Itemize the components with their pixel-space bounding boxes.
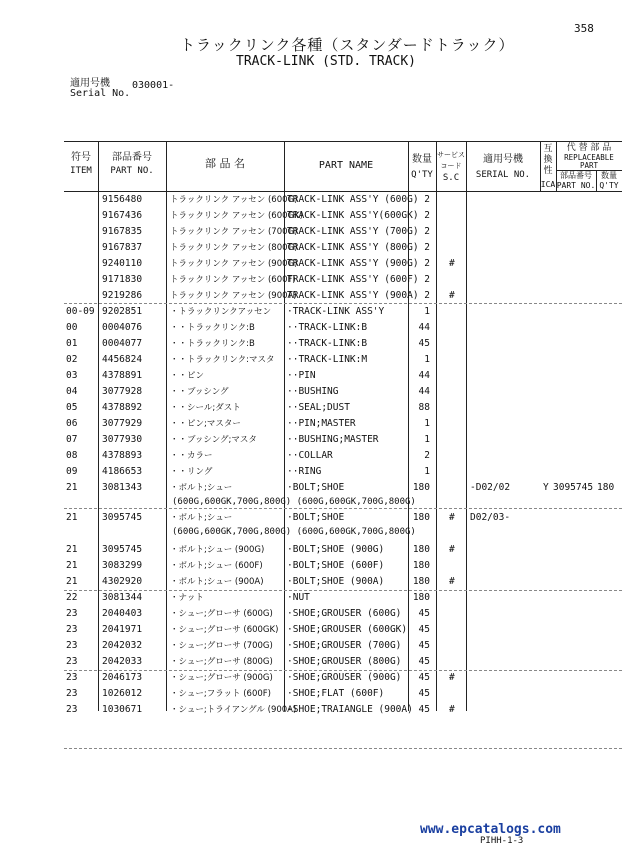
cell-item: 21 <box>66 576 78 587</box>
cell-qty: 180 <box>412 512 430 523</box>
cell-name-jp: ・シュー;フラット (600F) <box>170 689 271 699</box>
cell-name-en: TRACK-LINK ASS'Y (900A) <box>287 290 419 301</box>
cell-qty: 2 <box>424 226 430 237</box>
table-top-rule <box>64 141 622 142</box>
header-repl-qty-jp: 数量 <box>601 171 617 180</box>
cell-part-no: 3095745 <box>102 512 143 523</box>
cell-name-continuation: (600G,600GK,700G,800G) (600G,600GK,700G,800G) <box>172 527 416 537</box>
cell-name-jp: ・・ブッシング;マスタ <box>170 435 257 445</box>
cell-qty: 2 <box>424 274 430 285</box>
cell-name-en: TRACK-LINK ASS'Y (900G) <box>287 258 419 269</box>
cell-name-en: ·BOLT;SHOE <box>287 512 345 523</box>
cell-name-en: ··PIN <box>287 370 316 381</box>
cell-qty: 2 <box>424 290 430 301</box>
cell-name-en: TRACK-LINK ASS'Y (800G) <box>287 242 419 253</box>
cell-qty: 45 <box>418 688 430 699</box>
cell-item: 00-09 <box>66 306 95 317</box>
cell-name-en: TRACK-LINK ASS'Y (600G) <box>287 194 419 205</box>
cell-qty: 45 <box>418 672 430 683</box>
cell-item: 23 <box>66 624 78 635</box>
cell-qty: 180 <box>412 560 430 571</box>
cell-part-no: 9156480 <box>102 194 143 205</box>
cell-qty: 45 <box>418 338 430 349</box>
body-rule-partno-left <box>98 191 99 711</box>
cell-name-en: ··COLLAR <box>287 450 333 461</box>
cell-name-jp: ・ボルト;シュー <box>170 483 233 493</box>
cell-part-no: 9171830 <box>102 274 143 285</box>
cell-sc: # <box>449 704 455 715</box>
cell-part-no: 2042032 <box>102 640 143 651</box>
header-partname-en: PART NAME <box>318 160 374 171</box>
cell-qty: 44 <box>418 322 430 333</box>
cell-sc: # <box>449 258 455 269</box>
cell-item: 07 <box>66 434 78 445</box>
cell-item: 21 <box>66 560 78 571</box>
cell-qty: 45 <box>418 656 430 667</box>
cell-part-no: 4302920 <box>102 576 143 587</box>
cell-item: 08 <box>66 450 78 461</box>
cell-ica: Y <box>543 482 549 493</box>
cell-item: 23 <box>66 608 78 619</box>
cell-item: 02 <box>66 354 78 365</box>
cell-name-en: TRACK-LINK ASS'Y (600F) <box>287 274 419 285</box>
cell-item: 03 <box>66 370 78 381</box>
cell-part-no: 1030671 <box>102 704 143 715</box>
cell-name-jp: ・・ブッシング <box>170 387 229 397</box>
header-ica-jp2: 換 <box>543 155 553 165</box>
cell-name-jp: ・ボルト;シュー (600F) <box>170 561 263 571</box>
cell-name-en: ··BUSHING;MASTER <box>287 434 379 445</box>
cell-qty: 2 <box>424 194 430 205</box>
cell-part-no: 4186653 <box>102 466 143 477</box>
header-repl-partno-en: PART NO. <box>556 181 596 190</box>
cell-item: 05 <box>66 402 78 413</box>
cell-name-jp: ・・ピン <box>170 371 205 381</box>
cell-part-no: 4378892 <box>102 402 143 413</box>
cell-part-no: 3095745 <box>102 544 143 555</box>
cell-qty: 45 <box>418 608 430 619</box>
cell-sc: # <box>449 290 455 301</box>
body-rule-name-left <box>166 191 167 711</box>
cell-name-en: ··TRACK-LINK:B <box>287 338 368 349</box>
cell-name-jp: ・ナット <box>170 593 204 603</box>
cell-name-jp: ・シュー;グローサ (700G) <box>170 641 273 651</box>
cell-qty: 1 <box>424 418 430 429</box>
cell-qty: 88 <box>418 402 430 413</box>
header-serial-en: SERIAL NO. <box>475 170 531 180</box>
header-sc-jp1: サービス <box>437 151 465 159</box>
cell-name-jp: ・・シール;ダスト <box>170 403 241 413</box>
cell-name-en: ··SEAL;DUST <box>287 402 350 413</box>
cell-qty: 1 <box>424 306 430 317</box>
cell-part-no: 9240110 <box>102 258 143 269</box>
cell-name-jp: ・シュー;グローサ (900G) <box>170 673 273 683</box>
header-replaceable-jp: 代 替 部 品 <box>566 143 612 153</box>
cell-part-no: 4456824 <box>102 354 143 365</box>
cell-item: 21 <box>66 544 78 555</box>
cell-item: 23 <box>66 656 78 667</box>
cell-name-jp: ・ボルト;シュー (900G) <box>170 545 265 555</box>
cell-qty: 45 <box>418 624 430 635</box>
cell-name-en: ··PIN;MASTER <box>287 418 356 429</box>
cell-part-no: 2046173 <box>102 672 143 683</box>
cell-part-no: 0004077 <box>102 338 143 349</box>
cell-part-no: 3077929 <box>102 418 143 429</box>
group-divider-1 <box>64 303 622 304</box>
cell-item: 23 <box>66 672 78 683</box>
cell-name-jp: ・ボルト;シュー (900A) <box>170 577 264 587</box>
cell-name-jp: ・・トラックリンク:B <box>170 323 255 333</box>
header-name-jp: 部 品 名 <box>205 157 245 170</box>
cell-part-no: 2041971 <box>102 624 143 635</box>
serial-label-en: Serial No. <box>70 88 131 99</box>
title-jp: トラックリンク各種（スタンダードトラック） <box>180 36 515 54</box>
cell-name-en: ·SHOE;FLAT (600F) <box>287 688 385 699</box>
title-en: TRACK-LINK (STD. TRACK) <box>236 54 417 69</box>
cell-name-jp: ・・トラックリンク:マスタ <box>170 355 275 365</box>
cell-name-en: TRACK-LINK ASS'Y(600GK) <box>287 210 419 221</box>
cell-name-jp: ・シュー;トライアングル (900A) <box>170 705 297 715</box>
page-number: 358 <box>574 22 594 35</box>
cell-part-no: 2040403 <box>102 608 143 619</box>
cell-item: 21 <box>66 482 78 493</box>
cell-item: 09 <box>66 466 78 477</box>
cell-qty: 180 <box>412 544 430 555</box>
cell-item: 22 <box>66 592 78 603</box>
group-divider-5 <box>64 748 622 749</box>
cell-name-en: ·BOLT;SHOE (900G) <box>287 544 385 555</box>
cell-name-jp: トラックリンク アッセン (700G) <box>170 227 298 237</box>
cell-name-jp: ・・リング <box>170 467 213 477</box>
header-item-jp: 符号 <box>71 152 91 163</box>
cell-serial: D02/03- <box>470 512 511 523</box>
header-repl-qty-en: Q'TY <box>599 181 619 190</box>
cell-name-jp: トラックリンク アッセン (900A) <box>170 291 297 301</box>
cell-part-no: 9167837 <box>102 242 143 253</box>
header-qty-en: Q'TY <box>411 170 433 180</box>
cell-part-no: 9167436 <box>102 210 143 221</box>
col-rule-4 <box>408 141 409 191</box>
cell-name-jp: ・・ピン;マスター <box>170 419 241 429</box>
header-ica-en: ICA <box>540 180 556 189</box>
cell-serial: -D02/02 <box>470 482 511 493</box>
header-qty-jp: 数量 <box>412 154 432 165</box>
cell-sc: # <box>449 576 455 587</box>
cell-part-no: 3077928 <box>102 386 143 397</box>
cell-name-jp: ・シュー;グローサ (600GK) <box>170 625 279 635</box>
header-partno-en: PART NO. <box>110 166 154 176</box>
cell-name-en: ·SHOE;GROUSER (900G) <box>287 672 402 683</box>
header-replaceable-en1: REPLACEABLE <box>564 153 614 162</box>
cell-item: 01 <box>66 338 78 349</box>
header-item-en: ITEM <box>70 166 92 176</box>
cell-qty: 2 <box>424 450 430 461</box>
header-sc-en: S.C <box>442 173 460 183</box>
cell-item: 21 <box>66 512 78 523</box>
cell-name-jp: ・シュー;グローサ (600G) <box>170 609 273 619</box>
footer-code: PIHH-1-3 <box>480 836 524 846</box>
cell-qty: 1 <box>424 466 430 477</box>
cell-qty: 45 <box>418 704 430 715</box>
cell-name-en: ·SHOE;GROUSER (800G) <box>287 656 402 667</box>
header-partno-jp: 部品番号 <box>112 152 152 163</box>
cell-repl-qty: 180 <box>597 482 615 493</box>
header-serial-jp: 適用号機 <box>483 154 523 165</box>
cell-name-en: ··TRACK-LINK:B <box>287 322 368 333</box>
cell-name-jp: トラックリンク アッセン (600G) <box>170 195 298 205</box>
cell-item: 23 <box>66 688 78 699</box>
cell-item: 23 <box>66 704 78 715</box>
cell-name-en: ··RING <box>287 466 322 477</box>
cell-qty: 2 <box>424 242 430 253</box>
cell-item: 00 <box>66 322 78 333</box>
cell-name-jp: トラックリンク アッセン (900G) <box>170 259 298 269</box>
cell-item: 04 <box>66 386 78 397</box>
watermark: www.epcatalogs.com <box>420 822 561 837</box>
cell-part-no: 9202851 <box>102 306 143 317</box>
body-rule-serial-left <box>466 191 467 711</box>
cell-name-jp: トラックリンク アッセン (600GK) <box>170 211 303 221</box>
group-divider-3 <box>64 590 622 591</box>
cell-sc: # <box>449 512 455 523</box>
cell-part-no: 3081344 <box>102 592 143 603</box>
cell-part-no: 1026012 <box>102 688 143 699</box>
cell-name-jp: ・シュー;グローサ (800G) <box>170 657 273 667</box>
cell-name-en: ·SHOE;GROUSER (700G) <box>287 640 402 651</box>
cell-name-en: TRACK-LINK ASS'Y (700G) <box>287 226 419 237</box>
cell-part-no: 3081343 <box>102 482 143 493</box>
cell-name-en: ·BOLT;SHOE <box>287 482 345 493</box>
cell-name-continuation: (600G,600GK,700G,800G) (600G,600GK,700G,800G) <box>172 497 416 507</box>
cell-name-jp: トラックリンク アッセン (600F) <box>170 275 296 285</box>
cell-name-jp: ・・カラー <box>170 451 213 461</box>
cell-sc: # <box>449 672 455 683</box>
cell-name-jp: トラックリンク アッセン (800G) <box>170 243 298 253</box>
cell-part-no: 4378891 <box>102 370 143 381</box>
cell-qty: 180 <box>412 576 430 587</box>
cell-qty: 180 <box>412 482 430 493</box>
cell-part-no: 3083299 <box>102 560 143 571</box>
header-bottom-rule <box>64 191 622 192</box>
body-rule-sc-left <box>436 191 437 711</box>
cell-sc: # <box>449 544 455 555</box>
cell-name-en: ·SHOE;GROUSER (600G) <box>287 608 402 619</box>
serial-label-jp: 適用号機 <box>70 78 110 89</box>
cell-qty: 44 <box>418 386 430 397</box>
cell-part-no: 9219286 <box>102 290 143 301</box>
cell-part-no: 4378893 <box>102 450 143 461</box>
cell-qty: 180 <box>412 592 430 603</box>
cell-qty: 1 <box>424 354 430 365</box>
cell-name-en: ·SHOE;TRAIANGLE (900A) <box>287 704 413 715</box>
cell-item: 06 <box>66 418 78 429</box>
col-rule-6 <box>466 141 467 191</box>
cell-name-jp: ・トラックリンクアッセン <box>170 307 272 317</box>
cell-item: 23 <box>66 640 78 651</box>
cell-qty: 2 <box>424 210 430 221</box>
cell-name-en: ·BOLT;SHOE (600F) <box>287 560 385 571</box>
cell-qty: 2 <box>424 258 430 269</box>
cell-name-jp: ・ボルト;シュー <box>170 513 233 523</box>
cell-qty: 45 <box>418 640 430 651</box>
cell-name-en: ··TRACK-LINK:M <box>287 354 368 365</box>
cell-name-en: ·BOLT;SHOE (900A) <box>287 576 385 587</box>
cell-part-no: 2042033 <box>102 656 143 667</box>
cell-part-no: 0004076 <box>102 322 143 333</box>
header-sc-jp2: コード <box>440 162 462 170</box>
cell-repl-part: 3095745 <box>553 482 594 493</box>
header-replaceable-en2: PART <box>579 161 599 170</box>
cell-name-jp: ・・トラックリンク:B <box>170 339 255 349</box>
cell-name-en: ·SHOE;GROUSER (600GK) <box>287 624 408 635</box>
cell-name-en: ··BUSHING <box>287 386 339 397</box>
cell-name-en: ·TRACK-LINK ASS'Y <box>287 306 385 317</box>
cell-part-no: 9167835 <box>102 226 143 237</box>
header-ica-jp3: 性 <box>543 166 553 176</box>
serial-value: 030001- <box>132 80 175 91</box>
cell-qty: 44 <box>418 370 430 381</box>
header-ica-jp1: 互 <box>543 144 553 154</box>
cell-qty: 1 <box>424 434 430 445</box>
cell-part-no: 3077930 <box>102 434 143 445</box>
header-repl-partno-jp: 部品番号 <box>560 171 592 180</box>
cell-name-en: ·NUT <box>287 592 310 603</box>
